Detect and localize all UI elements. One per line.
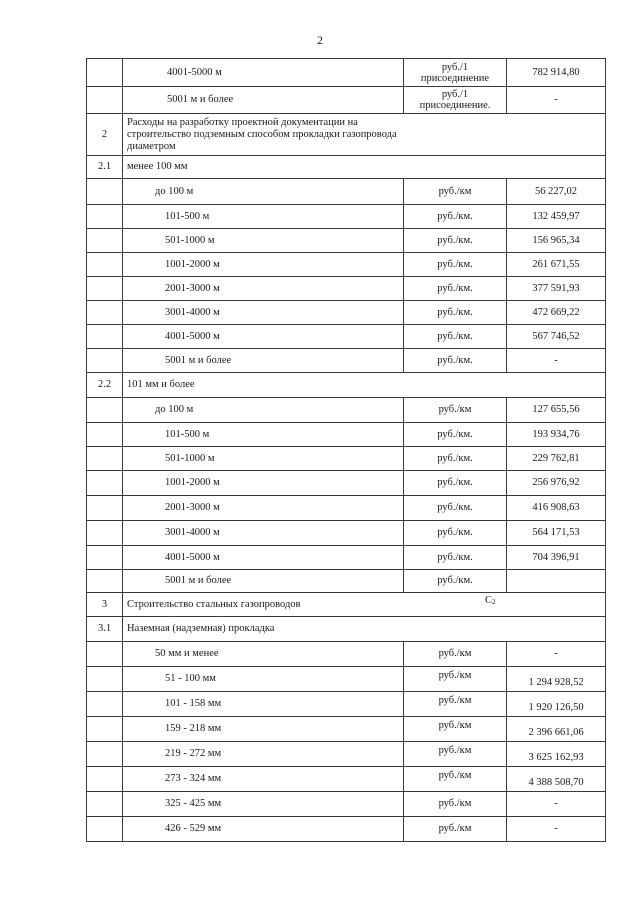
- row-number: [87, 642, 123, 667]
- row-value: 156 965,34: [507, 229, 606, 253]
- row-name: 2001-3000 м: [123, 496, 404, 521]
- row-unit: руб./км.: [404, 423, 507, 447]
- row-unit: руб./км.: [404, 229, 507, 253]
- row-number: [87, 792, 123, 817]
- row-number: [87, 521, 123, 546]
- row-value: 3 625 162,93: [507, 742, 606, 767]
- section-number: 3.1: [87, 617, 123, 642]
- rates-table: [86, 58, 606, 842]
- section-title: [123, 114, 606, 156]
- row-name: 101-500 м: [123, 205, 404, 229]
- row-value: 256 976,92: [507, 471, 606, 496]
- row-number: [87, 717, 123, 742]
- category-mark-letter: С: [485, 595, 493, 606]
- section-title-text: Расходы на разработку проектной документации на строительство подземным способом прокладки газопровода диаметром: [127, 116, 397, 152]
- row-value: 704 396,91: [507, 546, 606, 570]
- row-name: 51 - 100 мм: [123, 667, 404, 692]
- row-number: [87, 59, 123, 87]
- row-value: 1 294 928,52: [507, 667, 606, 692]
- category-mark-subscript: 2: [492, 598, 496, 606]
- table-row: [87, 205, 606, 229]
- row-number: [87, 423, 123, 447]
- row-number: [87, 496, 123, 521]
- section-title: менее 100 мм: [123, 156, 606, 179]
- row-name: 1001-2000 м: [123, 253, 404, 277]
- row-number: [87, 325, 123, 349]
- table-row: [87, 253, 606, 277]
- section-number: 2: [87, 114, 123, 156]
- row-value: -: [507, 817, 606, 842]
- row-number: [87, 767, 123, 792]
- row-value: 261 671,55: [507, 253, 606, 277]
- row-number: [87, 229, 123, 253]
- row-unit: руб./км.: [404, 546, 507, 570]
- table-row: [87, 447, 606, 471]
- row-value: 193 934,76: [507, 423, 606, 447]
- row-name: 426 - 529 мм: [123, 817, 404, 842]
- row-name: 273 - 324 мм: [123, 767, 404, 792]
- row-number: [87, 253, 123, 277]
- table-row: [87, 570, 606, 593]
- row-number: [87, 349, 123, 373]
- table-row: [87, 742, 606, 767]
- table-row: [87, 817, 606, 842]
- section-row: [87, 114, 606, 156]
- row-value: 229 762,81: [507, 447, 606, 471]
- row-value: [507, 570, 606, 593]
- row-value: -: [507, 792, 606, 817]
- row-number: [87, 546, 123, 570]
- row-name: 2001-3000 м: [123, 277, 404, 301]
- section-row: [87, 156, 606, 179]
- row-unit: руб./1 присоединение.: [404, 87, 507, 114]
- row-unit: руб./км: [404, 642, 507, 667]
- row-number: [87, 277, 123, 301]
- section-title: Наземная (надземная) прокладка: [123, 617, 606, 642]
- table-row: [87, 546, 606, 570]
- row-name: 101-500 м: [123, 423, 404, 447]
- table-row: [87, 325, 606, 349]
- row-unit: руб./1 присоединение: [404, 59, 507, 87]
- row-unit: руб./км.: [404, 521, 507, 546]
- row-value: 416 908,63: [507, 496, 606, 521]
- row-value: 4 388 508,70: [507, 767, 606, 792]
- section-title: 101 мм и более: [123, 373, 606, 398]
- row-unit: руб./км: [404, 792, 507, 817]
- row-unit: руб./км: [404, 767, 507, 792]
- section-row: [87, 593, 606, 617]
- section-number: 2.2: [87, 373, 123, 398]
- row-value: 56 227,02: [507, 179, 606, 205]
- table-row: [87, 642, 606, 667]
- row-unit: руб./км: [404, 179, 507, 205]
- table-row: [87, 59, 606, 87]
- row-name: 159 - 218 мм: [123, 717, 404, 742]
- table-row: [87, 471, 606, 496]
- row-unit: руб./км: [404, 717, 507, 742]
- row-number: [87, 742, 123, 767]
- row-number: [87, 179, 123, 205]
- row-unit: руб./км.: [404, 349, 507, 373]
- row-name: 101 - 158 мм: [123, 692, 404, 717]
- section-number: 3: [87, 593, 123, 617]
- table-row: [87, 717, 606, 742]
- table-row: [87, 398, 606, 423]
- row-unit: руб./км: [404, 742, 507, 767]
- row-value: 472 669,22: [507, 301, 606, 325]
- row-name: 5001 м и более: [123, 570, 404, 593]
- row-name: 3001-4000 м: [123, 521, 404, 546]
- row-number: [87, 570, 123, 593]
- table-row: [87, 667, 606, 692]
- row-number: [87, 471, 123, 496]
- section-title: [123, 593, 606, 617]
- row-value: 567 746,52: [507, 325, 606, 349]
- table-row: [87, 349, 606, 373]
- table-row: [87, 496, 606, 521]
- table-row: [87, 277, 606, 301]
- table-row: [87, 767, 606, 792]
- row-unit: руб./км: [404, 667, 507, 692]
- table-row: [87, 87, 606, 114]
- row-unit: руб./км.: [404, 496, 507, 521]
- row-unit: руб./км: [404, 817, 507, 842]
- row-name: 501-1000 м: [123, 447, 404, 471]
- row-name: до 100 м: [123, 398, 404, 423]
- row-unit: руб./км.: [404, 277, 507, 301]
- row-name: 219 - 272 мм: [123, 742, 404, 767]
- row-value: -: [507, 642, 606, 667]
- row-name: 50 мм и менее: [123, 642, 404, 667]
- section-title-text: Строительство стальных газопроводов: [127, 598, 301, 610]
- category-mark: [485, 595, 496, 608]
- row-name: 4001-5000 м: [123, 59, 404, 87]
- row-number: [87, 667, 123, 692]
- row-name: 501-1000 м: [123, 229, 404, 253]
- section-number: 2.1: [87, 156, 123, 179]
- table-row: [87, 521, 606, 546]
- row-unit: руб./км: [404, 692, 507, 717]
- row-unit: руб./км.: [404, 325, 507, 349]
- row-name: 325 - 425 мм: [123, 792, 404, 817]
- table-row: [87, 792, 606, 817]
- row-value: 782 914,80: [507, 59, 606, 87]
- section-row: [87, 373, 606, 398]
- row-number: [87, 87, 123, 114]
- row-unit: руб./км: [404, 398, 507, 423]
- row-value: 132 459,97: [507, 205, 606, 229]
- row-unit: руб./км.: [404, 570, 507, 593]
- row-unit: руб./км.: [404, 253, 507, 277]
- row-value: 1 920 126,50: [507, 692, 606, 717]
- row-unit: руб./км.: [404, 447, 507, 471]
- row-name: 3001-4000 м: [123, 301, 404, 325]
- table-row: [87, 229, 606, 253]
- row-value: -: [507, 87, 606, 114]
- row-value: 2 396 661,06: [507, 717, 606, 742]
- row-value: -: [507, 349, 606, 373]
- page-number: 2: [317, 33, 323, 47]
- row-name: 4001-5000 м: [123, 325, 404, 349]
- row-name: до 100 м: [123, 179, 404, 205]
- row-number: [87, 692, 123, 717]
- row-number: [87, 205, 123, 229]
- section-row: [87, 617, 606, 642]
- row-number: [87, 398, 123, 423]
- table-row: [87, 692, 606, 717]
- table-row: [87, 301, 606, 325]
- row-value: 377 591,93: [507, 277, 606, 301]
- row-unit: руб./км.: [404, 301, 507, 325]
- row-value: 564 171,53: [507, 521, 606, 546]
- row-unit: руб./км.: [404, 205, 507, 229]
- row-value: 127 655,56: [507, 398, 606, 423]
- row-name: 1001-2000 м: [123, 471, 404, 496]
- table-row: [87, 179, 606, 205]
- row-name: 5001 м и более: [123, 349, 404, 373]
- row-unit: руб./км.: [404, 471, 507, 496]
- row-number: [87, 817, 123, 842]
- row-number: [87, 447, 123, 471]
- table-row: [87, 423, 606, 447]
- row-name: 5001 м и более: [123, 87, 404, 114]
- row-number: [87, 301, 123, 325]
- row-name: 4001-5000 м: [123, 546, 404, 570]
